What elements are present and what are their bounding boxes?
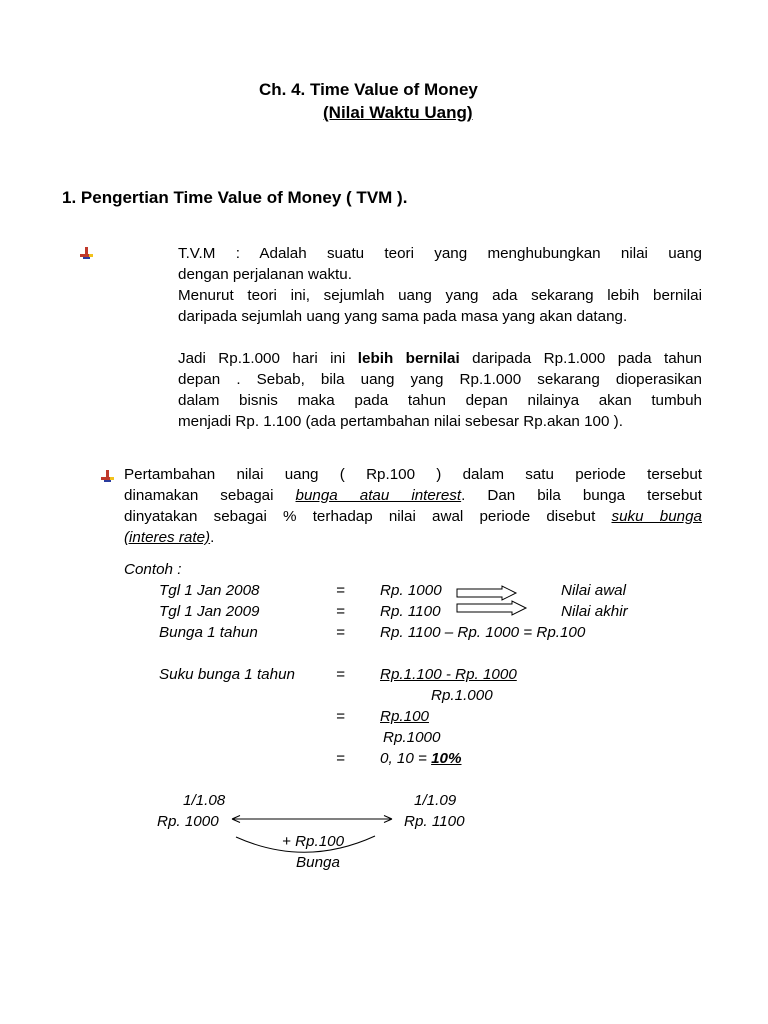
term-bunga: bunga atau interest: [295, 487, 462, 504]
row-value: Rp. 1100 – Rp. 1000 = Rp.100: [380, 624, 586, 641]
fraction-numerator: Rp.100: [380, 708, 429, 725]
text-run: dinamakan sebagai: [124, 487, 296, 504]
rate-label: Suku bunga 1 tahun: [159, 666, 295, 683]
section-heading: 1. Pengertian Time Value of Money ( TVM ).: [62, 188, 408, 207]
row-label: Tgl 1 Jan 2009: [159, 603, 260, 620]
equals-sign: =: [336, 624, 345, 641]
text-line: T.V.M : Adalah suatu teori yang menghubungkan nilai uang: [178, 245, 702, 262]
term-suku-bunga: suku bunga: [611, 508, 702, 525]
example-label: Contoh :: [124, 561, 182, 578]
emphasis-text: lebih bernilai: [357, 350, 460, 367]
text-run: 0, 10 =: [380, 750, 432, 767]
text-line: dalam bisnis maka pada tahun depan nilainya akan tumbuh: [178, 392, 702, 409]
timeline-amount-end: Rp. 1100: [404, 813, 465, 830]
equals-sign: =: [336, 750, 345, 767]
text-run: Jadi Rp.1.000 hari ini: [178, 350, 358, 367]
page-subtitle: (Nilai Waktu Uang): [323, 103, 473, 122]
text-run: . Dan bila bunga tersebut: [461, 487, 702, 504]
text-line: Menurut teori ini, sejumlah uang yang ada sekarang lebih bernilai: [178, 287, 702, 304]
timeline-increment: + Rp.100: [282, 833, 345, 850]
row-label: Tgl 1 Jan 2008: [159, 582, 260, 599]
page-title: Ch. 4. Time Value of Money: [259, 80, 478, 99]
fraction-denominator: Rp.1000: [383, 729, 441, 746]
text-line: dengan perjalanan waktu.: [178, 266, 352, 283]
text-run: .: [210, 529, 215, 546]
timeline-date-end: 1/1.09: [414, 792, 457, 809]
equals-sign: =: [336, 666, 345, 683]
row-value: Rp. 1000: [380, 582, 442, 599]
row-label: Bunga 1 tahun: [159, 624, 258, 641]
row-note: Nilai awal: [561, 582, 626, 599]
term-interest-rate: (interes rate): [124, 529, 211, 546]
equals-sign: =: [336, 582, 345, 599]
fraction-numerator: Rp.1.100 - Rp. 1000: [380, 666, 517, 683]
timeline-date-start: 1/1.08: [183, 792, 226, 809]
text-run: dinyatakan sebagai % terhadap nilai awal periode disebut: [124, 508, 612, 525]
timeline-arrow: [232, 816, 392, 823]
equals-sign: =: [336, 708, 345, 725]
equals-sign: =: [336, 603, 345, 620]
rate-result-percent: 10%: [431, 750, 462, 767]
text-line: daripada sejumlah uang yang sama pada masa yang akan datang.: [178, 308, 628, 325]
text-line: menjadi Rp. 1.100 (ada pertambahan nilai sebesar Rp.akan 100 ).: [178, 413, 623, 430]
text-line: depan . Sebab, bila uang yang Rp.1.000 sekarang dioperasikan: [178, 371, 702, 388]
text-run: daripada Rp.1.000 pada tahun: [459, 350, 702, 367]
text-line: Pertambahan nilai uang ( Rp.100 ) dalam satu periode tersebut: [124, 466, 702, 483]
row-value: Rp. 1100: [380, 603, 441, 620]
row-note: Nilai akhir: [561, 603, 628, 620]
timeline-increment-label: Bunga: [296, 854, 340, 871]
timeline-amount-start: Rp. 1000: [157, 813, 219, 830]
fraction-denominator: Rp.1.000: [431, 687, 493, 704]
